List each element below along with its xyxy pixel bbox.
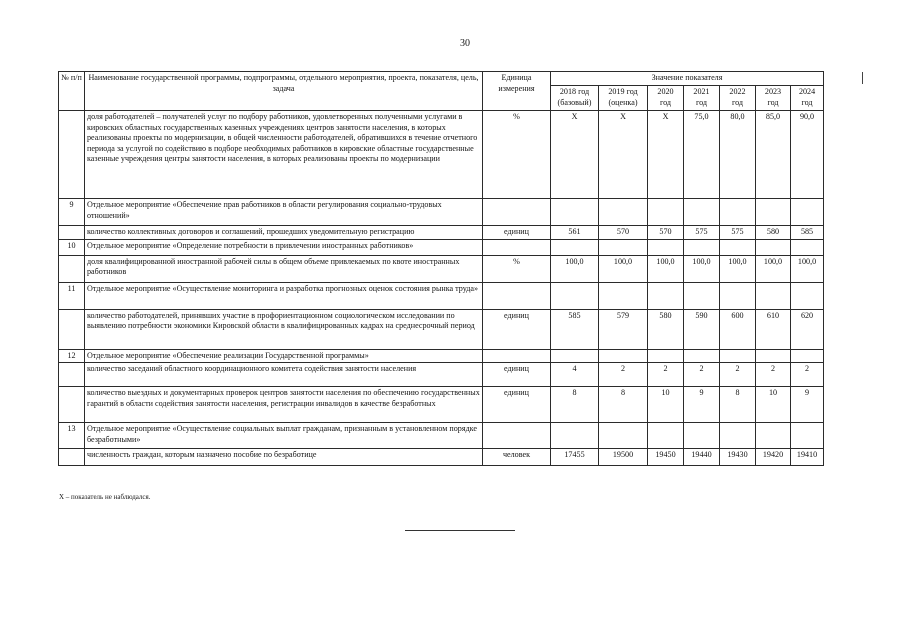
value-2020: 10 bbox=[648, 387, 684, 423]
header-year-2019: 2019 год (оценка) bbox=[599, 86, 648, 111]
value-2020: X bbox=[648, 111, 684, 199]
row-num bbox=[59, 226, 85, 240]
table-row bbox=[59, 363, 824, 387]
value-2023: 10 bbox=[756, 387, 791, 423]
event-name: Отдельное мероприятие «Обеспечение прав работников в области регулирования социально-трудовых отношений» bbox=[85, 199, 483, 226]
table-row bbox=[59, 255, 824, 282]
value-2024: 585 bbox=[791, 226, 824, 240]
header-unit: Единица измерения bbox=[483, 72, 551, 111]
value-2019: 19500 bbox=[599, 449, 648, 466]
indicator-name: доля работодателей – получателей услуг по подбору работников, удовлетворенных полученными услугами в кировских областных государственных казенных учреждениях центров занятости населения, в которых реализованы проекты по модернизации, в общей численности работодателей, обратившихся в течение отчетного периода за услугой по содействию в подборе необходимых работников в кировские областные государственные казенные учреждения центры занятости населения, в которых реализованы проекты по модернизации bbox=[85, 111, 483, 199]
row-num: 12 bbox=[59, 349, 85, 363]
table-row bbox=[59, 111, 824, 199]
table-row bbox=[59, 226, 824, 240]
indicator-unit: единиц bbox=[483, 226, 551, 240]
value-2021: 575 bbox=[684, 226, 720, 240]
value-2024: 90,0 bbox=[791, 111, 824, 199]
indicator-unit: % bbox=[483, 111, 551, 199]
row-num: 9 bbox=[59, 199, 85, 226]
table-row bbox=[59, 349, 824, 363]
value-2018: 100,0 bbox=[551, 255, 599, 282]
table-row bbox=[59, 282, 824, 309]
value-2019: 570 bbox=[599, 226, 648, 240]
value-2024: 620 bbox=[791, 309, 824, 349]
table-row bbox=[59, 387, 824, 423]
value-2019: X bbox=[599, 111, 648, 199]
row-num bbox=[59, 255, 85, 282]
row-num bbox=[59, 387, 85, 423]
event-name: Отдельное мероприятие «Осуществление социальных выплат гражданам, признанным в установленном порядке безработными» bbox=[85, 423, 483, 449]
value-2022: 8 bbox=[720, 387, 756, 423]
indicator-unit: единиц bbox=[483, 309, 551, 349]
table-row bbox=[59, 239, 824, 255]
header-year-2018: 2018 год (базовый) bbox=[551, 86, 599, 111]
value-2019: 100,0 bbox=[599, 255, 648, 282]
value-2020: 2 bbox=[648, 363, 684, 387]
value-2021: 19440 bbox=[684, 449, 720, 466]
value-2022: 2 bbox=[720, 363, 756, 387]
header-year-2023: 2023 год bbox=[756, 86, 791, 111]
footnote: Х – показатель не наблюдался. bbox=[59, 493, 151, 501]
event-name: Отдельное мероприятие «Определение потребности в привлечении иностранных работников» bbox=[85, 239, 483, 255]
value-2022: 575 bbox=[720, 226, 756, 240]
value-2023: 610 bbox=[756, 309, 791, 349]
value-2022: 600 bbox=[720, 309, 756, 349]
value-2024: 2 bbox=[791, 363, 824, 387]
header-values-group: Значение показателя bbox=[551, 72, 824, 86]
value-2020: 580 bbox=[648, 309, 684, 349]
event-name: Отдельное мероприятие «Осуществление мониторинга и разработка прогнозных оценок состояния рынка труда» bbox=[85, 282, 483, 309]
header-year-2022: 2022 год bbox=[720, 86, 756, 111]
header-name: Наименование государственной программы, подпрограммы, отдельного мероприятия, проекта, показателя, цель, задача bbox=[85, 72, 483, 111]
value-2021: 2 bbox=[684, 363, 720, 387]
row-num bbox=[59, 111, 85, 199]
value-2020: 100,0 bbox=[648, 255, 684, 282]
value-2021: 100,0 bbox=[684, 255, 720, 282]
value-2021: 75,0 bbox=[684, 111, 720, 199]
header-year-2020: 2020 год bbox=[648, 86, 684, 111]
value-2018: 8 bbox=[551, 387, 599, 423]
indicator-name: численность граждан, которым назначено пособие по безработице bbox=[85, 449, 483, 466]
indicator-name: количество коллективных договоров и соглашений, прошедших уведомительную регистрацию bbox=[85, 226, 483, 240]
value-2018: 561 bbox=[551, 226, 599, 240]
indicator-unit: единиц bbox=[483, 363, 551, 387]
event-name: Отдельное мероприятие «Обеспечение реализации Государственной программы» bbox=[85, 349, 483, 363]
value-2018: X bbox=[551, 111, 599, 199]
indicator-name: количество выездных и документарных проверок центров занятости населения по обеспечению государственных гарантий в области содействия занятости населения, регистрации инвалидов в качестве безработных bbox=[85, 387, 483, 423]
value-2024: 100,0 bbox=[791, 255, 824, 282]
value-2024: 9 bbox=[791, 387, 824, 423]
value-2023: 19420 bbox=[756, 449, 791, 466]
indicator-name: количество работодателей, принявших участие в профориентационном социологическом исследовании по выявлению потребности экономики Кировской области в квалифицированных кадрах на среднесрочный период bbox=[85, 309, 483, 349]
indicator-unit: единиц bbox=[483, 387, 551, 423]
value-2020: 570 bbox=[648, 226, 684, 240]
indicator-unit: % bbox=[483, 255, 551, 282]
header-num: № п/п bbox=[59, 72, 85, 111]
header-year-2021: 2021 год bbox=[684, 86, 720, 111]
table-row bbox=[59, 449, 824, 466]
row-num bbox=[59, 449, 85, 466]
value-2023: 2 bbox=[756, 363, 791, 387]
value-2019: 2 bbox=[599, 363, 648, 387]
value-2018: 585 bbox=[551, 309, 599, 349]
value-2021: 9 bbox=[684, 387, 720, 423]
value-2018: 4 bbox=[551, 363, 599, 387]
table-row bbox=[59, 423, 824, 449]
value-2022: 100,0 bbox=[720, 255, 756, 282]
value-2018: 17455 bbox=[551, 449, 599, 466]
value-2022: 19430 bbox=[720, 449, 756, 466]
value-2019: 8 bbox=[599, 387, 648, 423]
value-2023: 580 bbox=[756, 226, 791, 240]
page-number: 30 bbox=[460, 38, 470, 49]
value-2022: 80,0 bbox=[720, 111, 756, 199]
value-2023: 100,0 bbox=[756, 255, 791, 282]
value-2020: 19450 bbox=[648, 449, 684, 466]
indicator-table bbox=[58, 71, 824, 466]
row-num bbox=[59, 363, 85, 387]
value-2021: 590 bbox=[684, 309, 720, 349]
value-2019: 579 bbox=[599, 309, 648, 349]
indicator-unit: человек bbox=[483, 449, 551, 466]
row-num: 10 bbox=[59, 239, 85, 255]
separator-line bbox=[405, 530, 515, 531]
table-row bbox=[59, 199, 824, 226]
indicator-name: доля квалифицированной иностранной рабочей силы в общем объеме привлекаемых по квоте иностранных работников bbox=[85, 255, 483, 282]
value-2023: 85,0 bbox=[756, 111, 791, 199]
table-row bbox=[59, 309, 824, 349]
row-num bbox=[59, 309, 85, 349]
row-num: 13 bbox=[59, 423, 85, 449]
row-num: 11 bbox=[59, 282, 85, 309]
margin-mark bbox=[862, 72, 863, 84]
header-year-2024: 2024 год bbox=[791, 86, 824, 111]
indicator-name: количество заседаний областного координационного комитета содействия занятости населения bbox=[85, 363, 483, 387]
value-2024: 19410 bbox=[791, 449, 824, 466]
